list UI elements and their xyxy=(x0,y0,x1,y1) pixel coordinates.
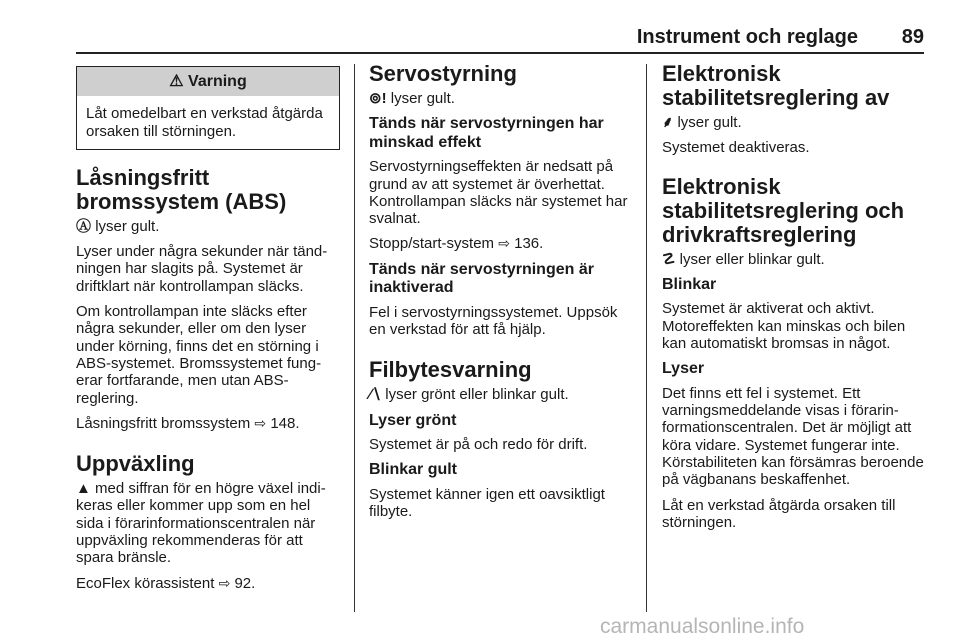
skid-car-icon: ☡ xyxy=(662,250,676,268)
steering-warning-icon: ⊚! xyxy=(369,90,387,107)
column-divider-1 xyxy=(354,64,355,612)
column-right xyxy=(662,62,926,539)
abs-reference-page: 148. xyxy=(270,414,300,432)
abs-reference[interactable] xyxy=(76,415,340,432)
abs-status-text: lyser gult. xyxy=(95,217,160,235)
esc-off-status-text: lyser gult. xyxy=(677,114,742,131)
esc-heading: Elektronisk stabilitetsreglering och drivkraftsreglering xyxy=(662,173,905,247)
power-steering-reference[interactable] xyxy=(369,235,633,252)
power-steering-sub-1: Tänds när servostyrningen har minskad effekt xyxy=(369,115,604,151)
power-steering-paragraph-1: Servostyrningseffekten är nedsatt på grund av att systemet är överhettat. Kontrollampan släcks när systemet har svalnat. xyxy=(369,158,628,228)
esc-off-paragraph: Systemet deaktiveras. xyxy=(662,139,810,157)
esc-status xyxy=(662,251,926,268)
shift-text: med siffran för en högre växel indikeras eller kommer upp som en hel sida i förarinformationscentralen när uppväxling rekommenderas för att spara bränsle. xyxy=(76,480,326,567)
esc-sub-2: Lyser xyxy=(662,360,705,378)
esc-off-icon: ⸙ xyxy=(662,114,674,131)
lane-paragraph-2: Systemet känner igen ett oavsiktligt filbyte. xyxy=(369,485,605,521)
power-steering-reference-text: Stopp/start-system xyxy=(369,235,495,253)
abs-paragraph-2: Om kontrollampan inte släcks efter några sekunder, eller om den lyser under körning, finns det en störning i ABS-systemet. Bromssystemet fungerar fortfarande, men utan ABS-reglering. xyxy=(76,303,322,407)
shift-reference-page: 92. xyxy=(234,574,256,592)
esc-status-text: lyser eller blinkar gult. xyxy=(679,250,825,268)
esc-paragraph-1: Systemet är aktiverat och aktivt. Motoreffekten kan minskas och bilen kan automatiskt bromsas in något. xyxy=(662,300,906,352)
warning-header xyxy=(77,67,339,96)
power-steering-status-text: lyser gult. xyxy=(390,90,455,107)
shift-reference[interactable] xyxy=(76,575,340,592)
esc-off-status xyxy=(662,114,926,131)
power-steering-sub-2: Tänds när servostyrningen är inaktiverad xyxy=(369,260,594,297)
header-rule xyxy=(76,52,924,54)
warning-triangle-icon: ⚠ xyxy=(169,73,184,90)
power-steering-status xyxy=(369,90,633,107)
esc-off-heading: Elektronisk stabilitetsreglering av xyxy=(662,61,890,110)
shift-paragraph xyxy=(76,480,340,566)
warning-title: Varning xyxy=(188,73,247,90)
lane-paragraph-1: Systemet är på och redo för drift. xyxy=(369,436,588,454)
lane-sub-1: Lyser grönt xyxy=(369,411,457,429)
warning-text: Låt omedelbart en verkstad åtgärda orsaken till störningen. xyxy=(86,105,323,140)
lane-status-text: lyser grönt eller blinkar gult. xyxy=(385,386,569,404)
abs-status xyxy=(76,218,340,235)
shift-heading: Uppväxling xyxy=(76,451,195,477)
page-header xyxy=(76,26,924,48)
lane-status xyxy=(369,386,633,403)
column-middle xyxy=(369,62,633,529)
abs-icon: Ⓐ xyxy=(76,217,92,235)
page-ref-icon: ⇨ xyxy=(498,235,510,252)
abs-reference-text: Låsningsfritt bromssystem xyxy=(76,414,251,432)
warning-box xyxy=(76,66,340,150)
lane-sub-2: Blinkar gult xyxy=(369,461,458,479)
power-steering-heading: Servostyrning xyxy=(369,61,517,86)
watermark: carmanualsonline.info xyxy=(600,615,805,638)
column-divider-2 xyxy=(646,64,647,612)
power-steering-paragraph-2: Fel i servostyrningssystemet. Uppsök en verkstad för att få hjälp. xyxy=(369,303,618,339)
page-ref-icon: ⇨ xyxy=(254,414,267,431)
lane-heading: Filbytesvarning xyxy=(369,357,532,383)
page-title: Instrument och reglage xyxy=(636,26,858,48)
esc-paragraph-3: Låt en verkstad åtgärda orsaken till störningen. xyxy=(662,496,896,531)
page-number: 89 xyxy=(901,26,924,48)
page-ref-icon: ⇨ xyxy=(218,574,231,591)
abs-heading: Låsningsfritt bromssystem (ABS) xyxy=(76,164,287,214)
column-left xyxy=(76,62,340,600)
abs-paragraph-1: Lyser under några sekunder när tändningen har slagits på. Systemet är driftklart när kontrollampan släcks. xyxy=(76,243,328,295)
lane-departure-icon: ∕∖ xyxy=(369,386,382,404)
esc-paragraph-2: Det finns ett fel i systemet. Ett varningsmeddelande visas i förarinformationscentralen. Det är möjligt att köra vidare. Systemet fungerar inte. Körstabiliteten kan försämras beroende på vägbanans beskaffenhet. xyxy=(662,384,924,489)
esc-sub-1: Blinkar xyxy=(662,275,717,293)
shift-reference-text: EcoFlex körassistent xyxy=(76,574,215,592)
upshift-arrow-icon: ▲ xyxy=(76,480,91,498)
power-steering-reference-page: 136. xyxy=(514,235,544,253)
